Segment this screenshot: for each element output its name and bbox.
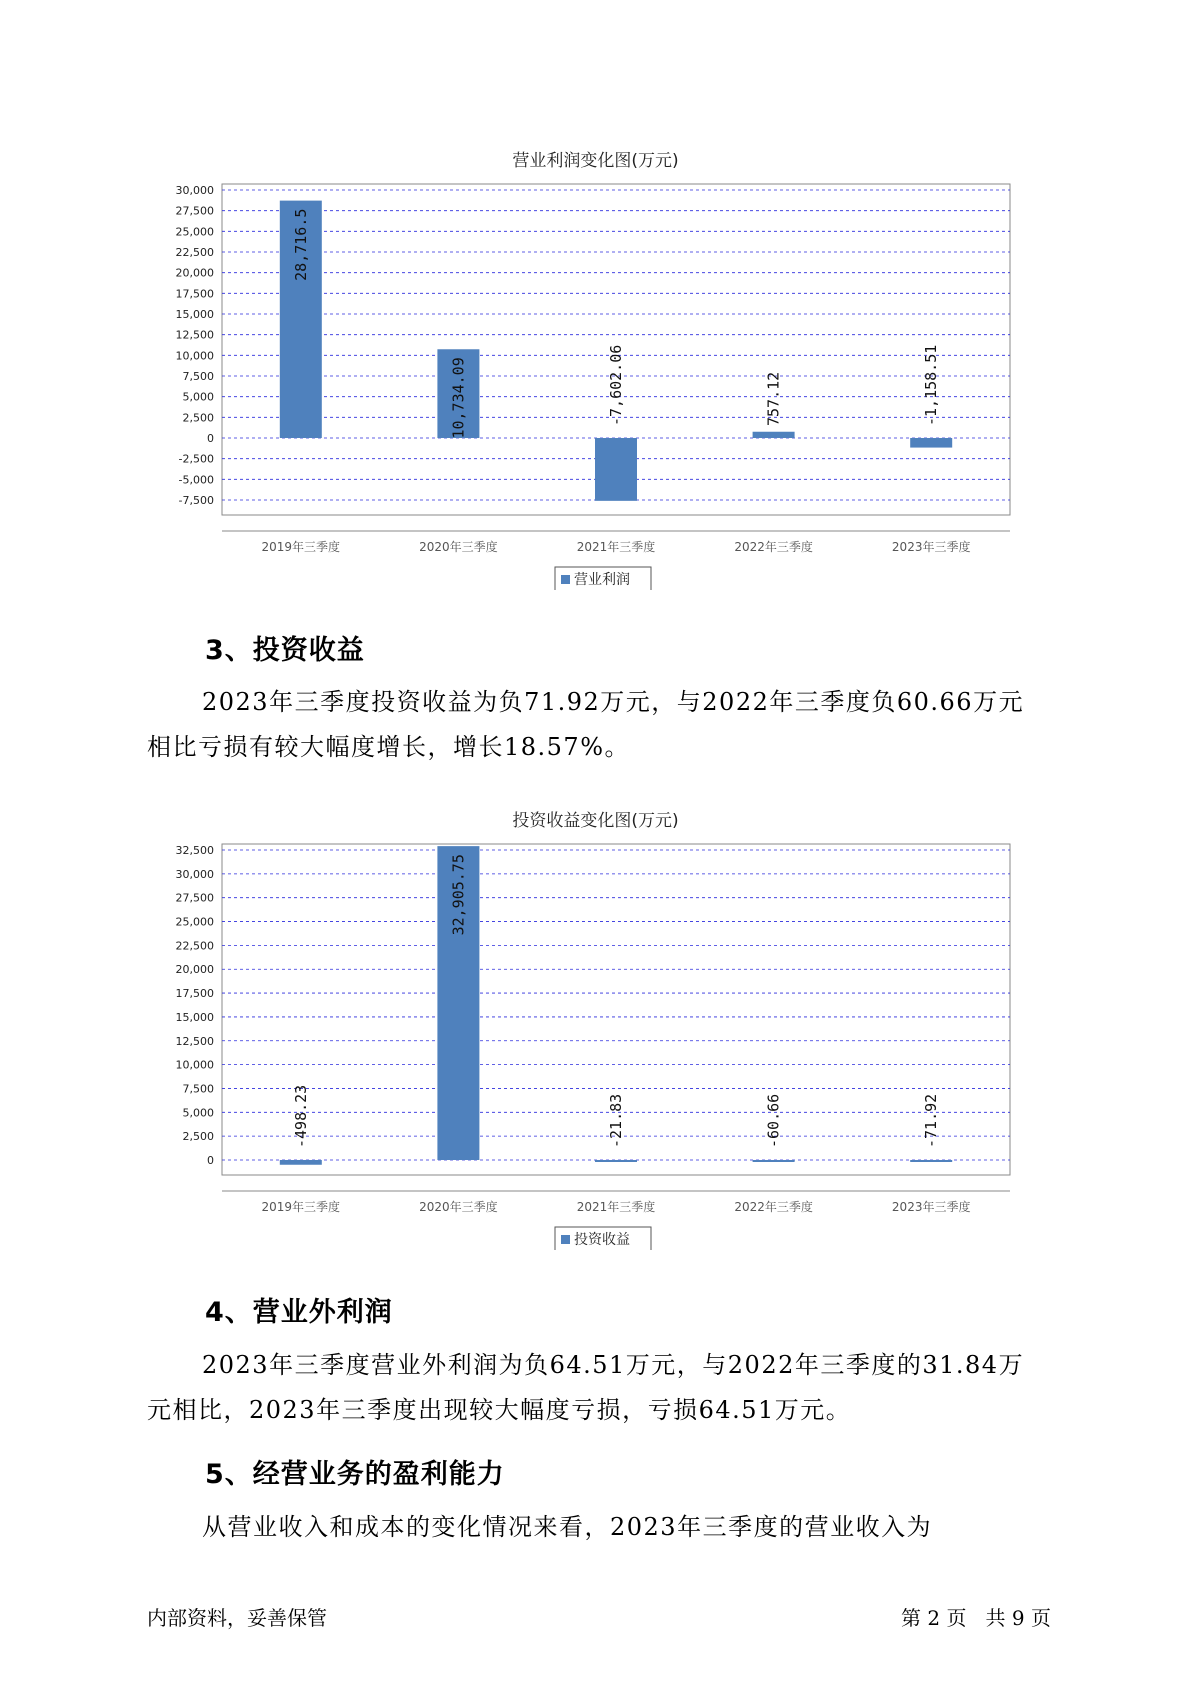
chart2-legend-label: 投资收益 [574, 1232, 630, 1248]
footer-page-number: 第 2 页 共 9 页 [901, 1606, 1051, 1630]
chart1-category-label: 2021年三季度 [576, 540, 656, 554]
chart1-legend-label: 营业利润 [574, 572, 630, 588]
chart1-ytick-label: -5,000 [178, 473, 214, 487]
chart1-ytick-label: 10,000 [175, 349, 214, 363]
chart1-ytick-label: 12,500 [175, 328, 214, 342]
chart1-value-label: 10,734.09 [449, 357, 468, 439]
chart1-ytick-label: 7,500 [182, 370, 214, 383]
chart1-ytick-label: -2,500 [178, 452, 214, 466]
chart2-value-label: -21.83 [607, 1093, 625, 1148]
chart2-ytick-label: 22,500 [175, 939, 214, 953]
chart1-category-label: 2022年三季度 [734, 540, 813, 554]
chart2-category-label: 2019年三季度 [261, 1200, 341, 1214]
chart1-ytick-label: 30,000 [175, 184, 214, 197]
chart2-ytick-label: 7,500 [182, 1082, 214, 1096]
chart2-bar [280, 1160, 322, 1165]
section4-line2: 元相比，2023年三季度出现较大幅度亏损，亏损64.51万元。 [147, 1396, 852, 1424]
chart2-category-label: 2021年三季度 [576, 1200, 656, 1214]
chart1-ytick-label: -7,500 [178, 494, 214, 507]
chart1-ytick-label: 2,500 [182, 411, 214, 425]
chart1-value-label: 757.12 [764, 371, 783, 426]
chart2-ytick-label: 0 [207, 1154, 214, 1167]
chart2-ytick-label: 12,500 [175, 1034, 214, 1048]
chart2-ytick-label: 5,000 [182, 1106, 214, 1120]
section5-paragraph [147, 1505, 1047, 1550]
chart1-ytick-label: 20,000 [175, 266, 214, 280]
chart2-value-label: -60.66 [764, 1093, 783, 1148]
chart2-ytick-label: 17,500 [175, 987, 214, 1001]
investment-income-chart [0, 830, 1191, 1250]
chart1-legend-swatch [561, 575, 570, 584]
chart2-ytick-label: 32,500 [175, 844, 214, 857]
chart1-category-label: 2020年三季度 [419, 540, 498, 554]
chart1-ytick-label: 22,500 [175, 246, 214, 259]
chart2-category-label: 2023年三季度 [891, 1200, 971, 1214]
chart1-ytick-label: 27,500 [175, 204, 214, 218]
chart1-value-label: -7,602.06 [607, 344, 625, 426]
section5-line1: 从营业收入和成本的变化情况来看，2023年三季度的营业收入为 [202, 1513, 933, 1541]
chart1-category-label: 2019年三季度 [261, 540, 341, 554]
section3-line2: 相比亏损有较大幅度增长，增长18.57%。 [147, 733, 631, 761]
section4-heading: 4、营业外利润 [205, 1297, 393, 1328]
chart2-ytick-label: 27,500 [175, 891, 214, 905]
chart2-bar [910, 1160, 952, 1162]
chart1-ytick-label: 0 [207, 432, 214, 445]
section4-line1: 2023年三季度营业外利润为负64.51万元，与2022年三季度的31.84万 [202, 1351, 1025, 1379]
chart2-value-label: 32,905.75 [449, 854, 468, 936]
chart2-value-label: -71.92 [922, 1093, 941, 1148]
chart2-ytick-label: 2,500 [182, 1130, 214, 1144]
operating-profit-chart [0, 170, 1191, 590]
chart2-bar [595, 1160, 637, 1162]
chart1-bar [595, 438, 637, 501]
chart1-ytick-label: 15,000 [175, 308, 214, 321]
chart1-value-label: 28,716.5 [291, 208, 310, 281]
chart1-title: 营业利润变化图(万元) [512, 151, 679, 171]
chart1-ytick-label: 5,000 [182, 390, 214, 404]
section3-line1: 2023年三季度投资收益为负71.92万元，与2022年三季度负60.66万元 [202, 688, 1025, 716]
chart1-bar [753, 432, 795, 438]
chart2-ytick-label: 25,000 [175, 915, 214, 929]
chart1-bar [910, 438, 952, 448]
chart2-title: 投资收益变化图(万元) [512, 811, 679, 831]
chart1-ytick-label: 17,500 [175, 287, 214, 301]
chart2-ytick-label: 15,000 [175, 1010, 214, 1024]
footer-confidential: 内部资料，妥善保管 [147, 1606, 327, 1630]
section3-heading: 3、投资收益 [205, 635, 365, 666]
chart2-ytick-label: 10,000 [175, 1058, 214, 1072]
chart1-ytick-label: 25,000 [175, 225, 214, 239]
chart2-legend-swatch [561, 1235, 570, 1244]
chart2-category-label: 2020年三季度 [419, 1200, 498, 1214]
chart2-ytick-label: 30,000 [175, 867, 214, 881]
chart2-value-label: -498.23 [291, 1084, 310, 1148]
chart1-category-label: 2023年三季度 [891, 540, 971, 554]
section4-paragraph [147, 1343, 1047, 1433]
section3-paragraph [147, 680, 1047, 770]
chart2-bar [753, 1160, 795, 1162]
section5-heading: 5、经营业务的盈利能力 [205, 1459, 505, 1490]
chart2-ytick-label: 20,000 [175, 963, 214, 977]
chart1-value-label: -1,158.51 [922, 344, 941, 426]
chart2-category-label: 2022年三季度 [734, 1200, 813, 1214]
